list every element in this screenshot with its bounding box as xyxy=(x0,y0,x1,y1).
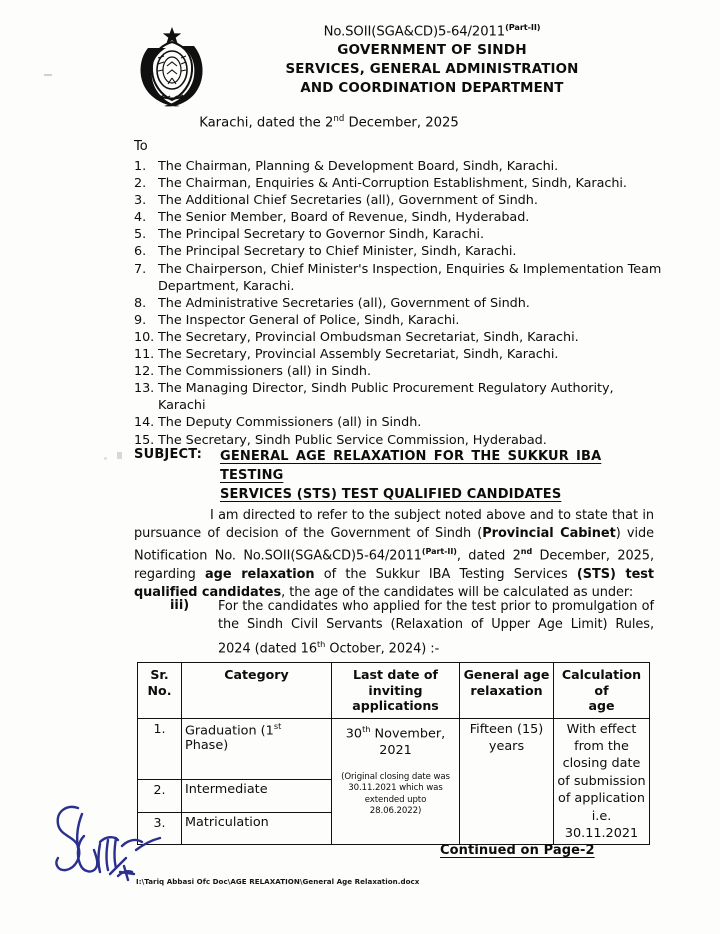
list-item-number: 12. xyxy=(134,364,155,380)
col-header-category: Category xyxy=(182,663,332,719)
col-header-calculation-line-1: Calculation of xyxy=(561,667,642,698)
cell-last-date-day: 30 xyxy=(345,725,363,741)
body-bold-sts-qualified: (STS) test qualified candidates xyxy=(134,567,654,601)
handwritten-signature xyxy=(48,792,166,888)
list-item xyxy=(134,380,664,414)
subject-text xyxy=(220,447,654,504)
age-relaxation-table xyxy=(137,662,650,845)
government-title: GOVERNMENT OF SINDH xyxy=(337,41,527,58)
government-of-sindh-emblem-icon xyxy=(134,26,210,112)
body-paragraph xyxy=(134,507,654,603)
document-header xyxy=(0,22,720,112)
cell-calculation-of-age: With effect from the closing date of submission of application i.e. 30.11.2021 xyxy=(554,718,650,845)
list-item-text: The Deputy Commissioners (all) in Sindh. xyxy=(158,415,422,431)
list-item-text: The Senior Member, Board of Revenue, Sindh, Hyderabad. xyxy=(158,210,530,226)
reference-number: $No.SOII(SGA\&CD)5-64/2011^{(Part-II)}$ xyxy=(323,22,541,40)
cell-general-line-1: Fifteen (15) xyxy=(469,721,544,737)
body-segment: of the Sukkur IBA Testing Services xyxy=(314,567,577,583)
list-item xyxy=(134,363,664,380)
list-item xyxy=(134,243,664,260)
list-item-text: The Chairman, Enquiries & Anti-Corruption Establishment, Sindh, Karachi. xyxy=(158,176,627,192)
list-item-text: The Principal Secretary to Chief Minister, Sindh, Karachi. xyxy=(158,244,517,260)
cell-general-age-relaxation xyxy=(460,718,554,845)
scan-artifact xyxy=(117,452,122,459)
cell-note-line-4: 28.06.2022) xyxy=(369,805,422,816)
scan-artifact xyxy=(104,457,107,460)
to-label: To xyxy=(134,139,148,154)
cell-sr-no: 2. xyxy=(138,779,182,812)
date-ordinal-superscript: nd xyxy=(333,114,345,124)
clause-marker: iii) xyxy=(170,598,190,613)
col-header-last-date xyxy=(332,663,460,719)
body-part-superscript: (Part-II) xyxy=(421,547,457,557)
table-body xyxy=(138,718,650,845)
cell-note-line-3: extended upto xyxy=(364,794,427,805)
list-item-text: The Inspector General of Police, Sindh, Karachi. xyxy=(158,312,460,328)
list-item-number: 10. xyxy=(134,329,155,345)
cell-sr-no: 1. xyxy=(138,718,182,779)
cell-note-line-1: (Original closing date was xyxy=(341,771,450,782)
list-item-number: 11. xyxy=(134,347,155,363)
list-item xyxy=(134,261,664,295)
list-item xyxy=(134,158,664,175)
list-item-number: 8. xyxy=(134,295,147,311)
cell-category: Intermediate xyxy=(182,779,332,812)
col-header-sr-no-line-1: Sr. xyxy=(150,667,169,682)
list-item-text: The Additional Chief Secretaries (all), Government of Sindh. xyxy=(158,193,538,209)
list-item-text: The Secretary, Provincial Ombudsman Secretariat, Sindh, Karachi. xyxy=(158,329,579,345)
table-header-row xyxy=(138,663,650,719)
col-header-sr-no xyxy=(138,663,182,719)
cell-general-line-2: years xyxy=(488,738,525,754)
col-header-last-date-line-1: Last date of xyxy=(352,667,438,682)
list-item xyxy=(134,346,664,363)
col-header-calculation-of-age xyxy=(554,663,650,719)
body-ordinal-superscript: nd xyxy=(520,547,533,557)
list-item xyxy=(134,226,664,243)
list-item-text: The Chairperson, Chief Minister's Inspection, Enquiries & Implementation Team Department, Karachi. xyxy=(158,261,662,294)
list-item-text: The Principal Secretary to Governor Sindh, Karachi. xyxy=(158,227,485,243)
continued-on-page-note: Continued on Page-2 xyxy=(440,843,595,858)
cell-category xyxy=(182,718,332,779)
cell-category-tail: Phase) xyxy=(185,737,229,753)
body-segment: , dated 2 xyxy=(456,548,521,564)
body-bold-age-relaxation: age relaxation xyxy=(205,567,315,583)
header-text-block xyxy=(222,22,720,98)
subject-label: SUBJECT: xyxy=(134,447,203,462)
clause-iii xyxy=(170,598,654,658)
cell-category: Matriculation xyxy=(182,812,332,845)
table-head xyxy=(138,663,650,719)
body-segment: I am directed to refer to the subject noted above and to state that in pursuance of decision of the Government of Sindh ( xyxy=(134,507,654,542)
list-item-text: The Secretary, Provincial Assembly Secretariat, Sindh, Karachi. xyxy=(158,347,559,363)
cell-category-text: Graduation (1 xyxy=(185,722,274,738)
col-header-sr-no-line-2: No. xyxy=(147,682,172,698)
list-item-text: The Managing Director, Sindh Public Procurement Regulatory Authority, Karachi xyxy=(158,381,614,414)
list-item xyxy=(134,175,664,192)
department-title-line-1: SERVICES, GENERAL ADMINISTRATION xyxy=(285,62,579,78)
table-row xyxy=(138,718,650,779)
list-item-number: 2. xyxy=(134,176,147,192)
cell-last-date-main xyxy=(335,721,456,742)
col-header-general-line-1: General age xyxy=(463,667,550,682)
clause-text xyxy=(218,598,654,658)
col-header-general-age-relaxation xyxy=(460,663,554,719)
list-item-number: 7. xyxy=(134,261,147,277)
dateline: Karachi, dated the 2nd December, 2025 xyxy=(199,114,459,131)
list-item-text: The Chairman, Planning & Development Board, Sindh, Karachi. xyxy=(158,159,559,174)
cell-last-date-year: 2021 xyxy=(379,742,412,758)
reference-part-superscript: (Part-II) xyxy=(505,22,541,32)
list-item-text: The Secretary, Sindh Public Service Commission, Hyderabad. xyxy=(158,432,547,448)
list-item-number: 5. xyxy=(134,227,147,243)
list-item-number: 15. xyxy=(134,432,155,448)
cell-category-superscript: st xyxy=(273,720,282,731)
cell-last-date-of-inviting-applications xyxy=(332,718,460,845)
col-header-calculation-line-2: age xyxy=(588,698,615,713)
col-header-last-date-line-2: inviting xyxy=(368,682,423,698)
list-item-number: 9. xyxy=(134,312,147,328)
file-path-footer: I:\Tariq Abbasi Ofc Doc\AGE RELAXATION\General Age Relaxation.docx xyxy=(136,877,420,886)
body-segment: , the age of the candidates will be calculated as under: xyxy=(281,585,634,601)
list-item xyxy=(134,312,664,329)
list-item xyxy=(134,209,664,226)
cell-last-date-note xyxy=(335,772,456,818)
cell-sr-no: 3. xyxy=(138,812,182,845)
list-item-number: 14. xyxy=(134,415,155,431)
list-item-text: The Commissioners (all) in Sindh. xyxy=(158,364,371,380)
clause-ordinal-superscript: th xyxy=(316,638,326,649)
list-item xyxy=(134,329,664,346)
list-item xyxy=(134,414,664,431)
age-relaxation-table-wrapper xyxy=(137,662,649,845)
body-bold-provincial-cabinet: Provincial Cabinet xyxy=(482,526,616,542)
clause-segment: October, 2024) :- xyxy=(325,640,440,656)
cell-note-line-2: 30.11.2021 which was xyxy=(348,783,443,794)
clause-segment: For the candidates who applied for the test prior to promulgation of the Sindh Civil Servants (Relaxation of Upper Age Limit) Rules, 2024 (dated 16 xyxy=(218,599,654,656)
list-item-number: 4. xyxy=(134,210,147,226)
list-item-number: 13. xyxy=(134,381,155,397)
list-item xyxy=(134,192,664,209)
list-item-number: 6. xyxy=(134,244,147,260)
subject-line-2: SERVICES (STS) TEST QUALIFIED CANDIDATES xyxy=(220,487,562,502)
list-item-number: 3. xyxy=(134,193,147,209)
addressee-list xyxy=(134,158,664,449)
list-item-number: 1. xyxy=(134,159,147,174)
body-segment: ) vide Notification No. No.SOII(SGA&CD)5-64/2011 xyxy=(134,526,655,564)
col-header-general-line-2: relaxation xyxy=(470,682,543,698)
cell-last-date-ordinal: th xyxy=(362,723,371,734)
department-title-line-2: AND COORDINATION DEPARTMENT xyxy=(300,81,564,97)
subject-line-1: GENERAL AGE RELAXATION FOR THE SUKKUR IBA TESTING xyxy=(220,449,602,483)
list-item xyxy=(134,295,664,312)
col-header-last-date-line-3: applications xyxy=(352,698,439,713)
subject-block xyxy=(134,447,654,504)
cell-last-date-month: November, xyxy=(370,725,446,741)
emblem-container xyxy=(122,22,222,112)
body-segment: December, 2025, regarding xyxy=(134,548,654,583)
list-item-text: The Administrative Secretaries (all), Government of Sindh. xyxy=(158,295,530,311)
